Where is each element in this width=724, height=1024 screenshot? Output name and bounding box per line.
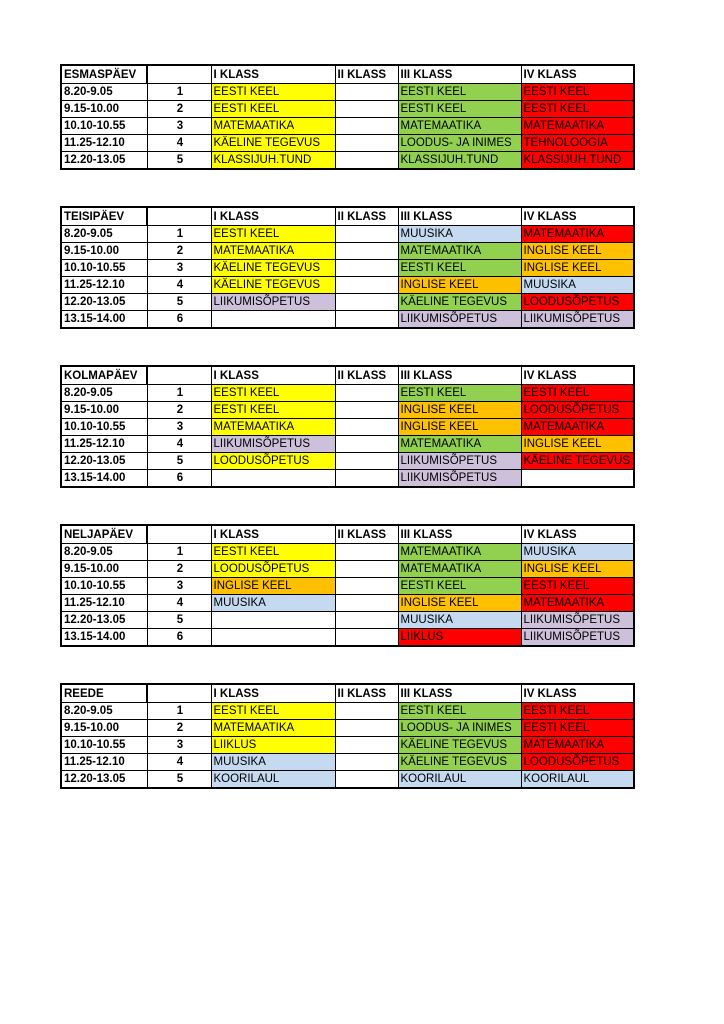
- subject-cell: KÄELINE TEGEVUS: [211, 135, 335, 152]
- subject-cell: LIIKUMISÕPETUS: [521, 612, 634, 629]
- lesson-time: 9.15-10.00: [61, 720, 147, 737]
- day-table: [60, 64, 635, 170]
- subject-cell: [211, 311, 335, 329]
- subject-cell: EESTI KEEL: [211, 703, 335, 720]
- table-row: [61, 101, 634, 118]
- subject-cell: [335, 118, 398, 135]
- subject-cell: EESTI KEEL: [398, 260, 521, 277]
- subject-cell: EESTI KEEL: [211, 226, 335, 243]
- subject-cell: [335, 470, 398, 488]
- lesson-time: 8.20-9.05: [61, 84, 147, 101]
- lesson-time: 10.10-10.55: [61, 737, 147, 754]
- subject-cell: EESTI KEEL: [521, 578, 634, 595]
- table-row: [61, 152, 634, 170]
- lesson-time: 9.15-10.00: [61, 561, 147, 578]
- subject-cell: [335, 385, 398, 402]
- day-name: REEDE: [61, 684, 147, 703]
- subject-cell: LIIKLUS: [398, 629, 521, 647]
- lesson-number: 1: [147, 385, 211, 402]
- lesson-number: 2: [147, 402, 211, 419]
- lesson-number: 4: [147, 277, 211, 294]
- subject-cell: KOORILAUL: [521, 771, 634, 789]
- table-row: [61, 419, 634, 436]
- day-name: TEISIPÄEV: [61, 207, 147, 226]
- subject-cell: INGLISE KEEL: [398, 402, 521, 419]
- subject-cell: [335, 243, 398, 260]
- day-table: [60, 206, 635, 329]
- subject-cell: [335, 277, 398, 294]
- lesson-number: 5: [147, 612, 211, 629]
- subject-cell: EESTI KEEL: [398, 703, 521, 720]
- subject-cell: MATEMAATIKA: [521, 419, 634, 436]
- subject-cell: KÄELINE TEGEVUS: [211, 260, 335, 277]
- lesson-number: 4: [147, 135, 211, 152]
- column-header: III KLASS: [398, 525, 521, 544]
- subject-cell: MATEMAATIKA: [521, 118, 634, 135]
- day-name: ESMASPÄEV: [61, 65, 147, 84]
- lesson-time: 10.10-10.55: [61, 578, 147, 595]
- column-header: II KLASS: [335, 684, 398, 703]
- subject-cell: [335, 595, 398, 612]
- table-row: [61, 754, 634, 771]
- lesson-time: 11.25-12.10: [61, 754, 147, 771]
- subject-cell: KOORILAUL: [211, 771, 335, 789]
- day-header-row: [61, 684, 634, 703]
- lesson-number: 5: [147, 453, 211, 470]
- timetable: [60, 64, 633, 825]
- subject-cell: [335, 226, 398, 243]
- subject-cell: MUUSIKA: [521, 544, 634, 561]
- subject-cell: INGLISE KEEL: [521, 260, 634, 277]
- subject-cell: LOODUSÕPETUS: [521, 294, 634, 311]
- subject-cell: [335, 737, 398, 754]
- subject-cell: TEHNOLOOGIA: [521, 135, 634, 152]
- subject-cell: EESTI KEEL: [398, 101, 521, 118]
- subject-cell: EESTI KEEL: [521, 703, 634, 720]
- lesson-number: 5: [147, 771, 211, 789]
- table-row: [61, 436, 634, 453]
- subject-cell: [335, 720, 398, 737]
- column-header: II KLASS: [335, 525, 398, 544]
- table-row: [61, 226, 634, 243]
- subject-cell: LOODUSÕPETUS: [211, 561, 335, 578]
- table-row: [61, 737, 634, 754]
- lesson-time: 8.20-9.05: [61, 703, 147, 720]
- lesson-number: 3: [147, 260, 211, 277]
- column-header: [147, 684, 211, 703]
- subject-cell: EESTI KEEL: [521, 720, 634, 737]
- subject-cell: MATEMAATIKA: [211, 243, 335, 260]
- lesson-number: 5: [147, 152, 211, 170]
- lesson-time: 10.10-10.55: [61, 419, 147, 436]
- column-header: IV KLASS: [521, 65, 634, 84]
- subject-cell: MATEMAATIKA: [521, 595, 634, 612]
- subject-cell: [335, 578, 398, 595]
- table-row: [61, 771, 634, 789]
- column-header: II KLASS: [335, 65, 398, 84]
- table-row: [61, 470, 634, 488]
- lesson-time: 8.20-9.05: [61, 385, 147, 402]
- table-row: [61, 703, 634, 720]
- day-header-row: [61, 65, 634, 84]
- subject-cell: KÄELINE TEGEVUS: [398, 294, 521, 311]
- subject-cell: MUUSIKA: [521, 277, 634, 294]
- column-header: I KLASS: [211, 65, 335, 84]
- table-row: [61, 277, 634, 294]
- lesson-time: 11.25-12.10: [61, 595, 147, 612]
- column-header: II KLASS: [335, 366, 398, 385]
- table-row: [61, 544, 634, 561]
- lesson-number: 6: [147, 470, 211, 488]
- column-header: I KLASS: [211, 207, 335, 226]
- subject-cell: INGLISE KEEL: [521, 436, 634, 453]
- subject-cell: EESTI KEEL: [211, 101, 335, 118]
- column-header: I KLASS: [211, 366, 335, 385]
- day-header-row: [61, 366, 634, 385]
- lesson-number: 1: [147, 703, 211, 720]
- day-table: [60, 365, 635, 488]
- table-row: [61, 561, 634, 578]
- subject-cell: LIIKUMISÕPETUS: [398, 453, 521, 470]
- subject-cell: MATEMAATIKA: [398, 561, 521, 578]
- subject-cell: EESTI KEEL: [211, 544, 335, 561]
- subject-cell: KLASSIJUH.TUND: [398, 152, 521, 170]
- lesson-time: 8.20-9.05: [61, 226, 147, 243]
- subject-cell: EESTI KEEL: [398, 84, 521, 101]
- subject-cell: LIIKUMISÕPETUS: [211, 436, 335, 453]
- lesson-number: 2: [147, 101, 211, 118]
- subject-cell: MUUSIKA: [398, 612, 521, 629]
- subject-cell: [335, 419, 398, 436]
- subject-cell: [335, 629, 398, 647]
- subject-cell: INGLISE KEEL: [211, 578, 335, 595]
- subject-cell: [211, 612, 335, 629]
- subject-cell: MATEMAATIKA: [521, 226, 634, 243]
- column-header: III KLASS: [398, 207, 521, 226]
- lesson-time: 12.20-13.05: [61, 294, 147, 311]
- column-header: II KLASS: [335, 207, 398, 226]
- lesson-number: 6: [147, 311, 211, 329]
- lesson-number: 1: [147, 84, 211, 101]
- subject-cell: EESTI KEEL: [398, 385, 521, 402]
- table-row: [61, 260, 634, 277]
- subject-cell: [335, 294, 398, 311]
- lesson-time: 13.15-14.00: [61, 470, 147, 488]
- subject-cell: [335, 544, 398, 561]
- column-header: I KLASS: [211, 525, 335, 544]
- lesson-number: 2: [147, 243, 211, 260]
- column-header: [147, 525, 211, 544]
- subject-cell: EESTI KEEL: [521, 84, 634, 101]
- day-header-row: [61, 207, 634, 226]
- day-name: KOLMAPÄEV: [61, 366, 147, 385]
- subject-cell: MUUSIKA: [211, 595, 335, 612]
- subject-cell: INGLISE KEEL: [521, 243, 634, 260]
- subject-cell: [211, 470, 335, 488]
- subject-cell: INGLISE KEEL: [398, 419, 521, 436]
- subject-cell: LIIKUMISÕPETUS: [521, 629, 634, 647]
- lesson-time: 9.15-10.00: [61, 101, 147, 118]
- subject-cell: [335, 703, 398, 720]
- lesson-time: 10.10-10.55: [61, 260, 147, 277]
- lesson-number: 1: [147, 544, 211, 561]
- subject-cell: EESTI KEEL: [211, 84, 335, 101]
- subject-cell: MATEMAATIKA: [398, 436, 521, 453]
- day-table: [60, 524, 635, 647]
- lesson-time: 12.20-13.05: [61, 771, 147, 789]
- day-header-row: [61, 525, 634, 544]
- subject-cell: [335, 402, 398, 419]
- lesson-number: 5: [147, 294, 211, 311]
- subject-cell: MUUSIKA: [211, 754, 335, 771]
- subject-cell: LIIKUMISÕPETUS: [398, 311, 521, 329]
- subject-cell: MATEMAATIKA: [398, 544, 521, 561]
- table-row: [61, 629, 634, 647]
- lesson-number: 1: [147, 226, 211, 243]
- lesson-time: 10.10-10.55: [61, 118, 147, 135]
- subject-cell: [335, 135, 398, 152]
- subject-cell: [335, 436, 398, 453]
- subject-cell: [335, 311, 398, 329]
- column-header: IV KLASS: [521, 525, 634, 544]
- lesson-time: 9.15-10.00: [61, 243, 147, 260]
- subject-cell: [211, 629, 335, 647]
- lesson-number: 2: [147, 561, 211, 578]
- day-table: [60, 683, 635, 789]
- subject-cell: MATEMAATIKA: [211, 419, 335, 436]
- subject-cell: MATEMAATIKA: [521, 737, 634, 754]
- subject-cell: LOODUSÕPETUS: [521, 402, 634, 419]
- subject-cell: LIIKUMISÕPETUS: [398, 470, 521, 488]
- lesson-time: 12.20-13.05: [61, 612, 147, 629]
- table-row: [61, 595, 634, 612]
- column-header: III KLASS: [398, 65, 521, 84]
- table-row: [61, 720, 634, 737]
- subject-cell: [335, 260, 398, 277]
- subject-cell: KLASSIJUH.TUND: [521, 152, 634, 170]
- subject-cell: [521, 470, 634, 488]
- lesson-number: 4: [147, 436, 211, 453]
- lesson-number: 4: [147, 754, 211, 771]
- subject-cell: LIIKUMISÕPETUS: [211, 294, 335, 311]
- column-header: IV KLASS: [521, 207, 634, 226]
- lesson-time: 11.25-12.10: [61, 135, 147, 152]
- lesson-number: 6: [147, 629, 211, 647]
- day-name: NELJAPÄEV: [61, 525, 147, 544]
- subject-cell: INGLISE KEEL: [398, 595, 521, 612]
- column-header: I KLASS: [211, 684, 335, 703]
- subject-cell: [335, 771, 398, 789]
- subject-cell: LOODUS- JA INIMES: [398, 135, 521, 152]
- subject-cell: KÄELINE TEGEVUS: [398, 754, 521, 771]
- subject-cell: [335, 101, 398, 118]
- table-row: [61, 311, 634, 329]
- table-row: [61, 294, 634, 311]
- subject-cell: KOORILAUL: [398, 771, 521, 789]
- lesson-number: 3: [147, 578, 211, 595]
- lesson-time: 13.15-14.00: [61, 311, 147, 329]
- subject-cell: LOODUS- JA INIMES: [398, 720, 521, 737]
- lesson-number: 3: [147, 118, 211, 135]
- lesson-number: 4: [147, 595, 211, 612]
- subject-cell: LOODUSÕPETUS: [211, 453, 335, 470]
- subject-cell: [335, 561, 398, 578]
- subject-cell: MUUSIKA: [398, 226, 521, 243]
- subject-cell: EESTI KEEL: [521, 101, 634, 118]
- lesson-time: 11.25-12.10: [61, 277, 147, 294]
- subject-cell: KÄELINE TEGEVUS: [211, 277, 335, 294]
- table-row: [61, 612, 634, 629]
- subject-cell: EESTI KEEL: [398, 578, 521, 595]
- subject-cell: MATEMAATIKA: [398, 243, 521, 260]
- subject-cell: EESTI KEEL: [211, 385, 335, 402]
- table-row: [61, 84, 634, 101]
- subject-cell: KÄELINE TEGEVUS: [521, 453, 634, 470]
- subject-cell: [335, 612, 398, 629]
- lesson-time: 12.20-13.05: [61, 453, 147, 470]
- subject-cell: [335, 152, 398, 170]
- table-row: [61, 402, 634, 419]
- lesson-time: 13.15-14.00: [61, 629, 147, 647]
- subject-cell: [335, 84, 398, 101]
- subject-cell: MATEMAATIKA: [211, 720, 335, 737]
- lesson-time: 8.20-9.05: [61, 544, 147, 561]
- table-row: [61, 578, 634, 595]
- column-header: [147, 65, 211, 84]
- subject-cell: [335, 453, 398, 470]
- subject-cell: KLASSIJUH.TUND: [211, 152, 335, 170]
- lesson-time: 11.25-12.10: [61, 436, 147, 453]
- subject-cell: MATEMAATIKA: [398, 118, 521, 135]
- subject-cell: [335, 754, 398, 771]
- lesson-time: 9.15-10.00: [61, 402, 147, 419]
- column-header: IV KLASS: [521, 366, 634, 385]
- table-row: [61, 453, 634, 470]
- subject-cell: LIIKUMISÕPETUS: [521, 311, 634, 329]
- column-header: III KLASS: [398, 684, 521, 703]
- table-row: [61, 385, 634, 402]
- subject-cell: KÄELINE TEGEVUS: [398, 737, 521, 754]
- subject-cell: INGLISE KEEL: [398, 277, 521, 294]
- subject-cell: EESTI KEEL: [211, 402, 335, 419]
- lesson-number: 3: [147, 419, 211, 436]
- table-row: [61, 243, 634, 260]
- subject-cell: EESTI KEEL: [521, 385, 634, 402]
- column-header: [147, 366, 211, 385]
- subject-cell: MATEMAATIKA: [211, 118, 335, 135]
- subject-cell: LOODUSÕPETUS: [521, 754, 634, 771]
- table-row: [61, 135, 634, 152]
- column-header: IV KLASS: [521, 684, 634, 703]
- lesson-number: 3: [147, 737, 211, 754]
- table-row: [61, 118, 634, 135]
- column-header: [147, 207, 211, 226]
- lesson-number: 2: [147, 720, 211, 737]
- lesson-time: 12.20-13.05: [61, 152, 147, 170]
- subject-cell: INGLISE KEEL: [521, 561, 634, 578]
- column-header: III KLASS: [398, 366, 521, 385]
- subject-cell: LIIKLUS: [211, 737, 335, 754]
